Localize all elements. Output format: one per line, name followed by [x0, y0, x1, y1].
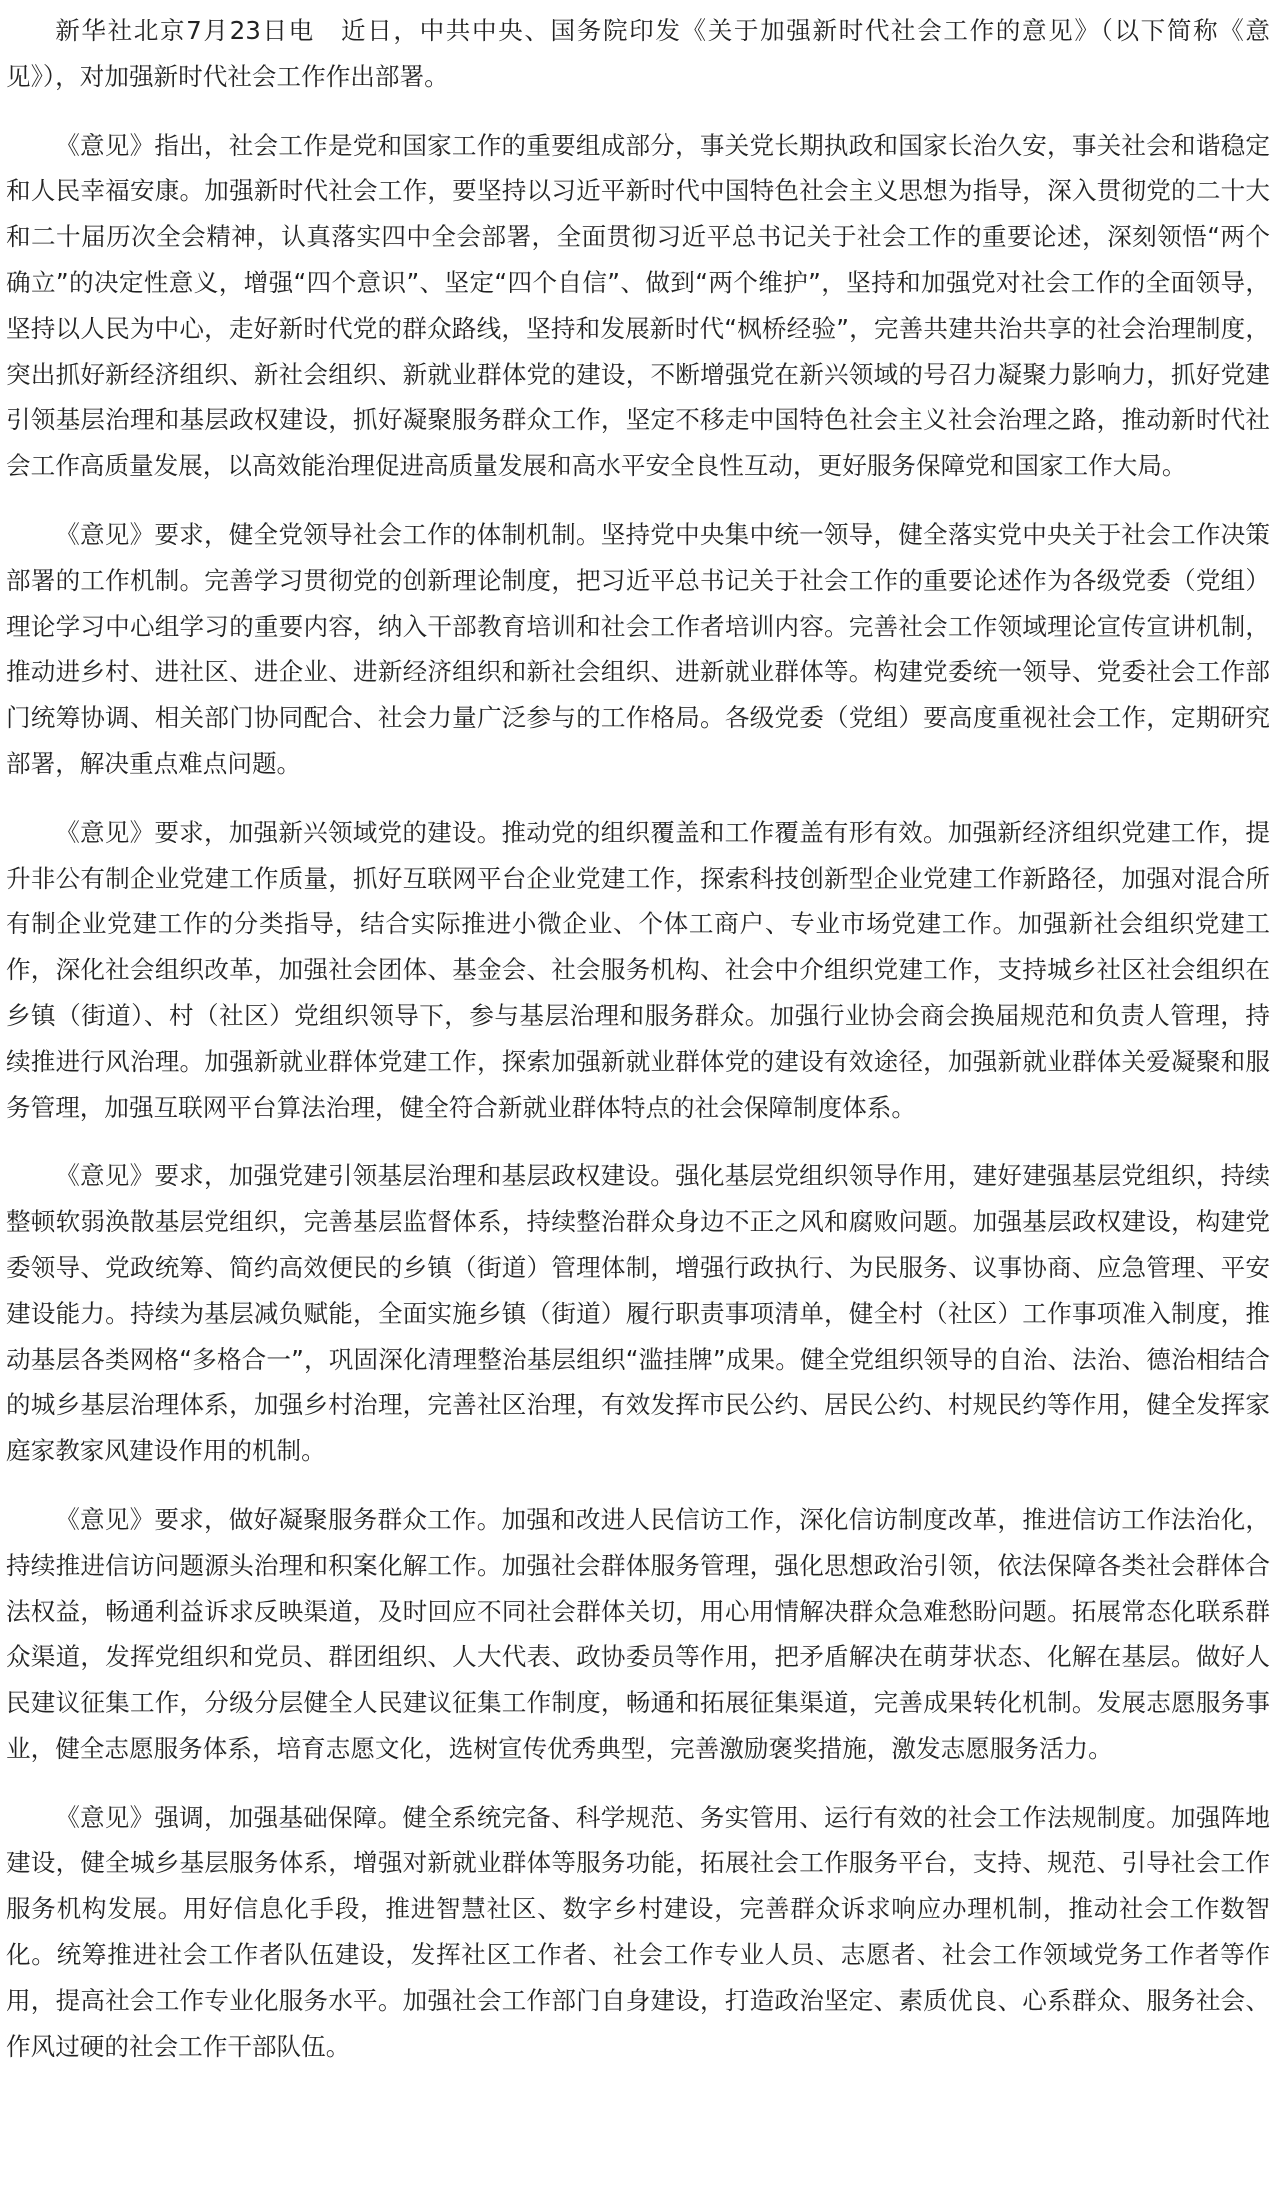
article-paragraph-lead: 新华社北京7月23日电 近日，中共中央、国务院印发《关于加强新时代社会工作的意见》（以下简称《意见》），对加强新时代社会工作作出部署。	[6, 16, 1270, 91]
article-paragraph: 《意见》要求，加强党建引领基层治理和基层政权建设。强化基层党组织领导作用，建好建强基层党组织，持续整顿软弱涣散基层党组织，完善基层监督体系，持续整治群众身边不正之风和腐败问题。加强基层政权建设，构建党委领导、党政统筹、简约高效便民的乡镇（街道）管理体制，增强行政执行、为民服务、议事协商、应急管理、平安建设能力。持续为基层减负赋能，全面实施乡镇（街道）履行职责事项清单，健全村（社区）工作事项准入制度，推动基层各类网格“多格合一”，巩固深化清理整治基层组织“滥挂牌”成果。健全党组织领导的自治、法治、德治相结合的城乡基层治理体系，加强乡村治理，完善社区治理，有效发挥市民公约、居民公约、村规民约等作用，健全发挥家庭家教家风建设作用的机制。	[6, 1161, 1270, 1466]
article-paragraph: 《意见》要求，健全党领导社会工作的体制机制。坚持党中央集中统一领导，健全落实党中央关于社会工作决策部署的工作机制。完善学习贯彻党的创新理论制度，把习近平总书记关于社会工作的重要论述作为各级党委（党组）理论学习中心组学习的重要内容，纳入干部教育培训和社会工作者培训内容。完善社会工作领域理论宣传宣讲机制，推动进乡村、进社区、进企业、进新经济组织和新社会组织、进新就业群体等。构建党委统一领导、党委社会工作部门统筹协调、相关部门协同配合、社会力量广泛参与的工作格局。各级党委（党组）要高度重视社会工作，定期研究部署，解决重点难点问题。	[6, 519, 1270, 778]
article-paragraph: 《意见》要求，加强新兴领域党的建设。推动党的组织覆盖和工作覆盖有形有效。加强新经济组织党建工作，提升非公有制企业党建工作质量，抓好互联网平台企业党建工作，探索科技创新型企业党建工作新路径，加强对混合所有制企业党建工作的分类指导，结合实际推进小微企业、个体工商户、专业市场党建工作。加强新社会组织党建工作，深化社会组织改革，加强社会团体、基金会、社会服务机构、社会中介组织党建工作，支持城乡社区社会组织在乡镇（街道）、村（社区）党组织领导下，参与基层治理和服务群众。加强行业协会商会换届规范和负责人管理，持续推进行风治理。加强新就业群体党建工作，探索加强新就业群体党的建设有效途径，加强新就业群体关爱凝聚和服务管理，加强互联网平台算法治理，健全符合新就业群体特点的社会保障制度体系。	[6, 817, 1270, 1122]
article-paragraph: 《意见》要求，做好凝聚服务群众工作。加强和改进人民信访工作，深化信访制度改革，推进信访工作法治化，持续推进信访问题源头治理和积案化解工作。加强社会群体服务管理，强化思想政治引领，依法保障各类社会群体合法权益，畅通利益诉求反映渠道，及时回应不同社会群体关切，用心用情解决群众急难愁盼问题。拓展常态化联系群众渠道，发挥党组织和党员、群团组织、人大代表、政协委员等作用，把矛盾解决在萌芽状态、化解在基层。做好人民建议征集工作，分级分层健全人民建议征集工作制度，畅通和拓展征集渠道，完善成果转化机制。发展志愿服务事业，健全志愿服务体系，培育志愿文化，选树宣传优秀典型，完善激励褒奖措施，激发志愿服务活力。	[6, 1504, 1270, 1763]
article-paragraph: 《意见》强调，加强基础保障。健全系统完备、科学规范、务实管用、运行有效的社会工作法规制度。加强阵地建设，健全城乡基层服务体系，增强对新就业群体等服务功能，拓展社会工作服务平台，支持、规范、引导社会工作服务机构发展。用好信息化手段，推进智慧社区、数字乡村建设，完善群众诉求响应办理机制，推动社会工作数智化。统筹推进社会工作者队伍建设，发挥社区工作者、社会工作专业人员、志愿者、社会工作领域党务工作者等作用，提高社会工作专业化服务水平。加强社会工作部门自身建设，打造政治坚定、素质优良、心系群众、服务社会、作风过硬的社会工作干部队伍。	[6, 1802, 1270, 2061]
article-paragraph: 《意见》指出，社会工作是党和国家工作的重要组成部分，事关党长期执政和国家长治久安，事关社会和谐稳定和人民幸福安康。加强新时代社会工作，要坚持以习近平新时代中国特色社会主义思想为指导，深入贯彻党的二十大和二十届历次全会精神，认真落实四中全会部署，全面贯彻习近平总书记关于社会工作的重要论述，深刻领悟“两个确立”的决定性意义，增强“四个意识”、坚定“四个自信”、做到“两个维护”，坚持和加强党对社会工作的全面领导，坚持以人民为中心，走好新时代党的群众路线，坚持和发展新时代“枫桥经验”，完善共建共治共享的社会治理制度，突出抓好新经济组织、新社会组织、新就业群体党的建设，不断增强党在新兴领域的号召力凝聚力影响力，抓好党建引领基层治理和基层政权建设，抓好凝聚服务群众工作，坚定不移走中国特色社会主义社会治理之路，推动新时代社会工作高质量发展，以高效能治理促进高质量发展和高水平安全良性互动，更好服务保障党和国家工作大局。	[6, 130, 1270, 481]
